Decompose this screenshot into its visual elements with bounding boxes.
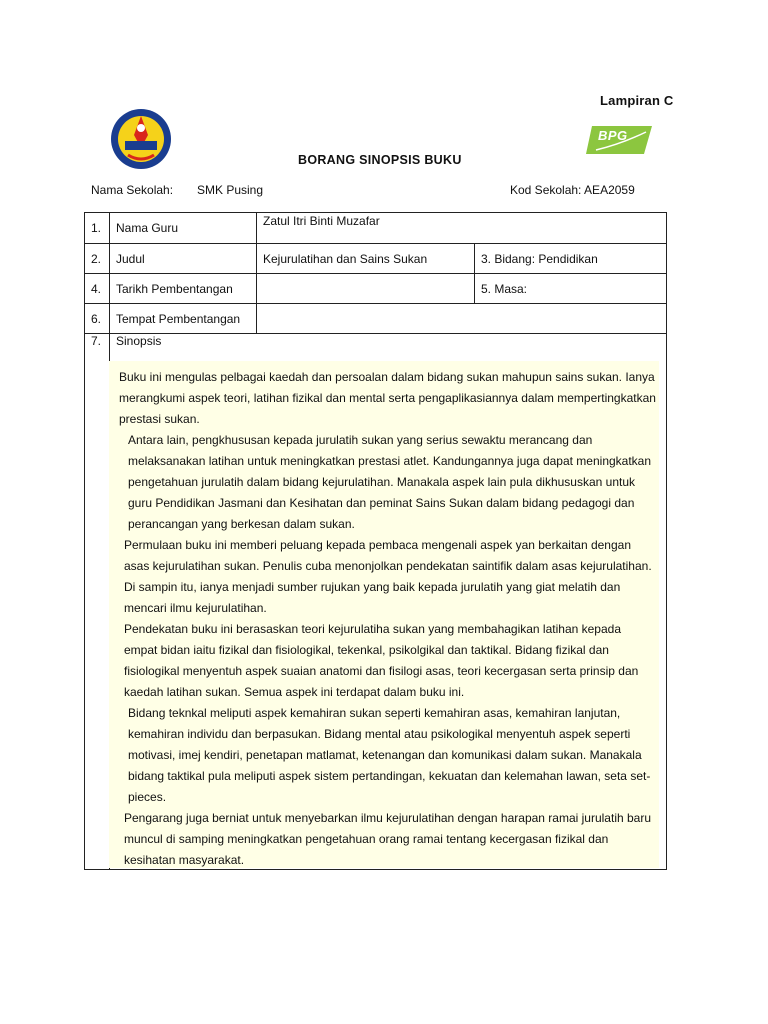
form-row-title [85,244,667,274]
row-label: Tempat Pembentangan [110,304,257,334]
synopsis-paragraph: Buku ini mengulas pelbagai kaedah dan persoalan dalam bidang sukan mahupun sains sukan. Ianya merangkumi aspek teori, latihan fizikal dan mental serta pengaplikasiannya dalam mempertingkatkan prestasi sukan. [119,370,656,426]
synopsis-paragraph: Pengarang juga berniat untuk menyebarkan ilmu kejurulatihan dengan harapan ramai jurulatih baru muncul di samping meningkatkan pengetahuan orang ramai tentang kecergasan fizikal dan kesihatan masyarakat. [124,811,652,867]
school-name-label: Nama Sekolah: [91,183,174,197]
row-label: Nama Guru [110,213,257,244]
row-number: 4. [85,274,110,304]
row-number: 6. [85,304,110,334]
synopsis-paragraph: Permulaan buku ini memberi peluang kepada pembaca mengenali aspek yan berkaitan dengan asas kejurulatihan sukan. Penulis cuba menonjolkan pendekatan saintifik dalam asas kejurulatihan. Di sampin itu, ianya menjadi sumber rujukan yang baik kepada jurulatih yang giat melatih dan mencari ilmu kejurulatihan. [124,538,652,615]
form-title: BORANG SINOPSIS BUKU [298,153,462,167]
time-field: 5. Masa: [475,274,667,304]
row-number: 1. [85,213,110,244]
row-number: 2. [85,244,110,274]
book-title-value: Kejurulatihan dan Sains Sukan [257,244,475,274]
presentation-date-value [257,274,475,304]
row-label: Judul [110,244,257,274]
teacher-name-value: Zatul Itri Binti Muzafar [257,213,667,244]
field-cell: 3. Bidang: Pendidikan [475,244,667,274]
bpg-logo-text: BPG [598,128,628,143]
kpm-crest-logo [110,108,172,170]
row-number: 7. [85,334,110,870]
lampiran-label: Lampiran C [600,93,674,108]
synopsis-paragraph: Pendekatan buku ini berasaskan teori kejurulatiha sukan yang membahagikan latihan kepada empat bidan iaitu fizikal dan fisiologikal, tekenkal, psikolgikal dan taktikal. Bidang fizikal dan fisiologikal menyentuh aspek suaian anatomi dan fisilogi asas, teori kecergasan serta prinsip dan kaedah latihan sukan. Semua aspek ini terdapat dalam buku ini. [124,622,639,699]
form-row-date [85,274,667,304]
row-label: Tarikh Pembentangan [110,274,257,304]
form-row-place [85,304,667,334]
synopsis-paragraph: Antara lain, pengkhususan kepada jurulatih sukan yang serius sewaktu merancang dan melaksanakan latihan untuk meningkatkan prestasi atlet. Kandungannya juga dapat meningkatkan pengetahuan jurulatih dalam bidang kejurulatihan. Manakala aspek lain pula dikhususkan untuk guru Pendidikan Jasmani dan Kesihatan dan peminat Sains Sukan dalam bidang pedagogi dan perancangan yang berkesan dalam sukan. [128,433,652,531]
school-code: Kod Sekolah: AEA2059 [510,183,635,197]
school-name-value: SMK Pusing [197,183,264,197]
synopsis-label: Sinopsis [116,334,162,348]
form-row-teacher [85,213,667,244]
presentation-place-value [257,304,667,334]
synopsis-paragraph: Bidang teknkal meliputi aspek kemahiran sukan seperti kemahiran asas, kemahiran lanjutan, kemahiran individu dan berpasukan. Bidang mental atau psikologikal menyentuh aspek seperti motivasi, imej kendiri, penetapan matlamat, ketenangan dan komunikasi dalam sukan. Manakala bidang taktikal pula meliputi aspek sistem pertandingan, kekuatan dan kelemahan lawan, seta set-pieces. [128,706,651,804]
